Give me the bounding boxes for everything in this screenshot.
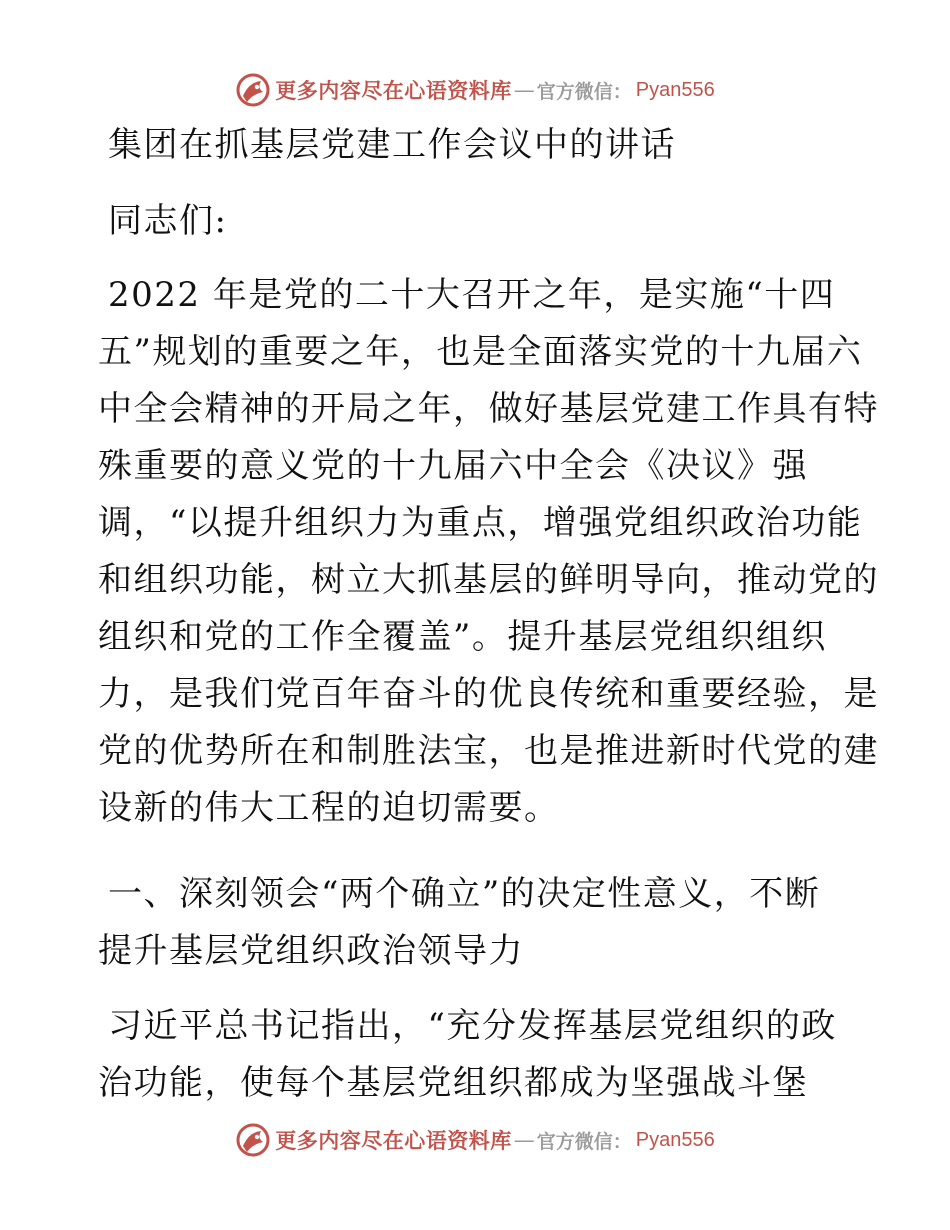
paragraph-line: 殊重要的意义党的十九届六中全会《决议》强: [98, 446, 808, 486]
watermark-label: 官方微信：: [536, 80, 632, 103]
heading-line: 提升基层党组织政治领导力: [98, 931, 524, 971]
paragraph-line: 习近平总书记指出，“充分发挥基层党组织的政: [108, 1006, 837, 1046]
paragraph-line: 调，“以提升组织力为重点，增强党组织政治功能: [98, 503, 863, 543]
watermark-separator: —: [513, 1128, 535, 1152]
salutation: 同志们:: [108, 201, 228, 241]
paragraph-line: 力，是我们党百年奋斗的优良传统和重要经验，是: [98, 674, 879, 714]
watermark-separator: —: [513, 78, 535, 102]
paragraph-line: 中全会精神的开局之年，做好基层党建工作具有特: [98, 389, 879, 429]
header-watermark: [0, 70, 950, 110]
paragraph-line: 五”规划的重要之年，也是全面落实党的十九届六: [98, 332, 863, 372]
footer-watermark: [0, 1120, 950, 1160]
watermark-text: 更多内容尽在心语资料库: [275, 1128, 512, 1153]
logo-icon: [235, 72, 271, 108]
logo-icon: [235, 1122, 271, 1158]
paragraph-2: [98, 998, 858, 1112]
paragraph-line: 设新的伟大工程的迫切需要。: [98, 788, 560, 828]
document-title: 集团在抓基层党建工作会议中的讲话: [108, 125, 676, 165]
paragraph-line: 组织和党的工作全覆盖”。提升基层党组织组织: [98, 617, 827, 657]
watermark-label: 官方微信：: [536, 1130, 632, 1153]
watermark-wechat-id: Pyan556: [635, 1128, 715, 1151]
heading-line: 一、深刻领会“两个确立”的决定性意义，不断: [108, 874, 821, 914]
paragraph-line: 党的优势所在和制胜法宝，也是推进新时代党的建: [98, 731, 879, 771]
section-heading-1: [98, 866, 858, 980]
watermark-wechat-id: Pyan556: [635, 78, 715, 101]
salutation-block: [98, 193, 858, 250]
paragraph-line: 和组织功能，树立大抓基层的鲜明导向，推动党的: [98, 560, 879, 600]
watermark-text: 更多内容尽在心语资料库: [275, 78, 512, 103]
paragraph-1: [98, 267, 879, 837]
paragraph-line: 治功能，使每个基层党组织都成为坚强战斗堡: [98, 1063, 808, 1103]
document-title-block: [98, 117, 858, 174]
paragraph-line: 2022 年是党的二十大召开之年，是实施“十四: [108, 275, 836, 315]
